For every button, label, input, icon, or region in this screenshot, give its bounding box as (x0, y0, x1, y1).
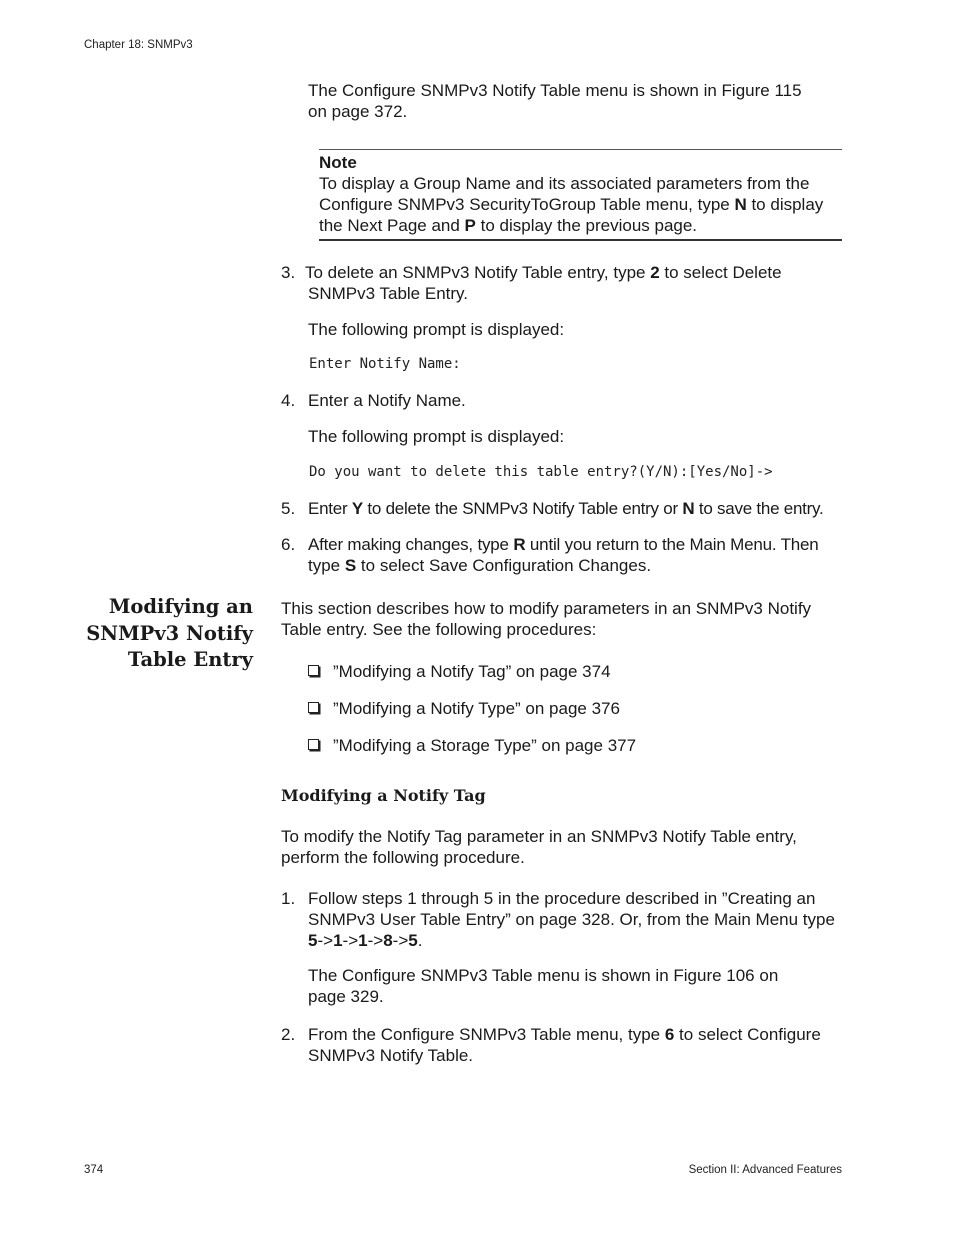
step-number: 5. (281, 499, 296, 518)
note-box (319, 149, 842, 241)
step-6: 6. After making changes, type R until you return to the Main Menu. Then type S to select Save Configuration Changes. (281, 535, 819, 575)
procedure-link-item[interactable] (308, 735, 636, 756)
prompt-intro: The following prompt is displayed: (308, 427, 565, 446)
procedure-step-1: 1. Follow steps 1 through 5 in the procedure described in ”Creating an SNMPv3 User Table Entry” on page 328. Or, from the Main Menu type 5->1->1->8->5. (281, 889, 835, 950)
step-number: 1. (281, 889, 296, 908)
key-y: Y (351, 499, 363, 518)
procedure-link-item[interactable] (308, 661, 611, 682)
procedure-step-2: 2. From the Configure SNMPv3 Table menu, type 6 to select Configure SNMPv3 Notify Table. (281, 1025, 821, 1065)
step-number: 6. (281, 535, 296, 554)
key-6: 6 (664, 1025, 675, 1044)
menu-path: 5->1->1->8->5. (308, 931, 423, 950)
note-title: Note (319, 153, 357, 172)
subsection-heading: Modifying a Notify Tag (281, 786, 486, 805)
procedure-link-item[interactable] (308, 698, 620, 719)
code-prompt: Do you want to delete this table entry?(Y/N):[Yes/No]-> (309, 464, 773, 480)
figure-reference: The Configure SNMPv3 Table menu is shown in Figure 106 on page 329. (308, 966, 779, 1006)
section-description: This section describes how to modify parameters in an SNMPv3 Notify Table entry. See the following procedures: (281, 599, 812, 639)
intro-line: The Configure SNMPv3 Notify Table menu is shown in Figure 115 (308, 81, 802, 100)
link-text[interactable]: ”Modifying a Notify Tag” on page 374 (333, 662, 611, 681)
subsection-description: To modify the Notify Tag parameter in an SNMPv3 Notify Table entry, perform the following procedure. (281, 827, 797, 867)
checkbox-bullet-icon (308, 665, 319, 676)
intro-line: on page 372. (308, 102, 408, 121)
intro-paragraph (308, 80, 802, 122)
prompt-intro: The following prompt is displayed: (308, 320, 565, 339)
key-p: P (464, 216, 476, 235)
checkbox-bullet-icon (308, 702, 319, 713)
step-3: 3. To delete an SNMPv3 Notify Table entry, type 2 to select Delete SNMPv3 Table Entry. (281, 263, 782, 303)
key-2: 2 (650, 263, 660, 282)
step-4: 4. Enter a Notify Name. (281, 391, 466, 410)
link-text[interactable]: ”Modifying a Storage Type” on page 377 (333, 736, 637, 755)
note-line: Configure SNMPv3 SecurityToGroup Table menu, type N to display (319, 195, 824, 214)
key-n: N (734, 195, 747, 214)
code-prompt: Enter Notify Name: (309, 356, 461, 372)
key-s: S (344, 556, 357, 575)
note-line: To display a Group Name and its associated parameters from the (319, 174, 810, 193)
step-number: 4. (281, 391, 296, 410)
step-number: 3. (281, 263, 296, 282)
section-heading: Modifying an SNMPv3 Notify Table Entry (86, 595, 253, 671)
key-r: R (513, 535, 526, 554)
link-text[interactable]: ”Modifying a Notify Type” on page 376 (333, 699, 620, 718)
note-line: the Next Page and P to display the previous page. (319, 216, 698, 235)
running-footer: Section II: Advanced Features (688, 1164, 842, 1176)
checkbox-bullet-icon (308, 739, 319, 750)
key-n: N (682, 499, 695, 518)
page-number: 374 (84, 1164, 104, 1176)
step-5: 5. Enter Y to delete the SNMPv3 Notify Table entry or N to save the entry. (281, 499, 824, 518)
step-number: 2. (281, 1025, 296, 1044)
running-header: Chapter 18: SNMPv3 (84, 39, 193, 51)
